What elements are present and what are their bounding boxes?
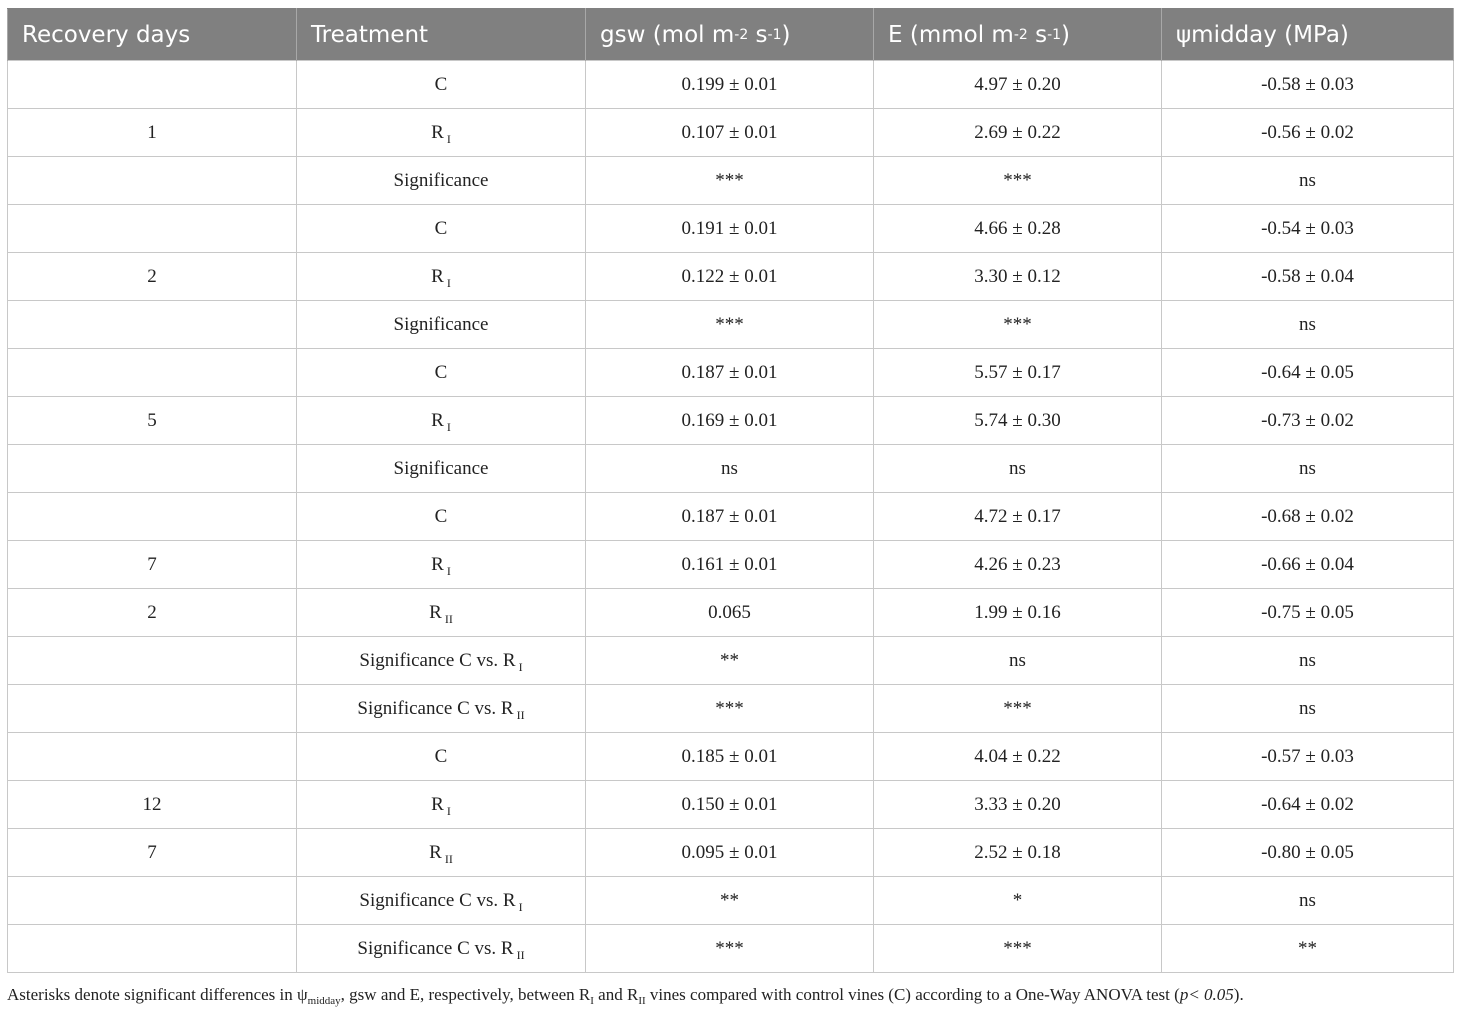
footnote-sub-ii: II xyxy=(638,995,646,1007)
cell-gsw: 0.161 ± 0.01 xyxy=(586,541,874,589)
treatment-label: Significance xyxy=(393,169,489,191)
cell-recovery-days: 7 xyxy=(8,541,297,589)
cell-e: *** xyxy=(874,301,1162,349)
table-row xyxy=(8,349,1454,397)
header-treatment xyxy=(297,9,586,61)
cell-psi-midday: ns xyxy=(1162,877,1454,925)
cell-e: ns xyxy=(874,637,1162,685)
cell-recovery-days xyxy=(8,925,297,973)
footnote-text-5: ). xyxy=(1233,985,1244,1004)
cell-psi-midday: -0.68 ± 0.02 xyxy=(1162,493,1454,541)
cell-gsw: 0.150 ± 0.01 xyxy=(586,781,874,829)
table-row xyxy=(8,541,1454,589)
cell-gsw: ns xyxy=(586,445,874,493)
treatment-label: C xyxy=(434,745,448,767)
cell-recovery-days: 1 xyxy=(8,109,297,157)
table-row xyxy=(8,205,1454,253)
header-psi-midday xyxy=(1162,9,1454,61)
header-e-sup2: -1 xyxy=(1047,26,1062,43)
cell-recovery-days xyxy=(8,61,297,109)
table-row xyxy=(8,829,1454,877)
cell-recovery-days: 2 xyxy=(8,589,297,637)
header-gsw-sup1: -2 xyxy=(734,26,749,43)
table-row xyxy=(8,445,1454,493)
cell-treatment xyxy=(297,493,586,541)
cell-gsw: ** xyxy=(586,877,874,925)
table-row xyxy=(8,925,1454,973)
cell-e: 3.33 ± 0.20 xyxy=(874,781,1162,829)
treatment-subscript: I xyxy=(446,419,451,434)
treatment-label: R xyxy=(431,793,444,815)
treatment-label: R xyxy=(431,553,444,575)
table-row xyxy=(8,877,1454,925)
cell-e: *** xyxy=(874,925,1162,973)
footnote-p-value: p< 0.05 xyxy=(1179,985,1234,1004)
treatment-subscript: II xyxy=(516,707,525,722)
cell-psi-midday: -0.73 ± 0.02 xyxy=(1162,397,1454,445)
cell-gsw: 0.185 ± 0.01 xyxy=(586,733,874,781)
table-footnote xyxy=(7,985,1453,1005)
cell-recovery-days xyxy=(8,877,297,925)
cell-gsw: 0.187 ± 0.01 xyxy=(586,349,874,397)
table-row xyxy=(8,109,1454,157)
header-gsw-end: ) xyxy=(781,21,791,48)
cell-psi-midday: ns xyxy=(1162,301,1454,349)
cell-psi-midday: ns xyxy=(1162,445,1454,493)
cell-gsw: *** xyxy=(586,925,874,973)
treatment-label: Significance C vs. R xyxy=(359,649,516,671)
header-psi-label: ψmidday (MPa) xyxy=(1176,21,1349,48)
treatment-label: C xyxy=(434,361,448,383)
table-header xyxy=(8,9,1454,61)
cell-psi-midday: -0.66 ± 0.04 xyxy=(1162,541,1454,589)
cell-gsw: 0.191 ± 0.01 xyxy=(586,205,874,253)
cell-recovery-days xyxy=(8,349,297,397)
cell-psi-midday: -0.64 ± 0.02 xyxy=(1162,781,1454,829)
cell-recovery-days xyxy=(8,685,297,733)
cell-e: *** xyxy=(874,685,1162,733)
cell-psi-midday: -0.64 ± 0.05 xyxy=(1162,349,1454,397)
cell-recovery-days xyxy=(8,301,297,349)
cell-treatment xyxy=(297,781,586,829)
cell-gsw: 0.095 ± 0.01 xyxy=(586,829,874,877)
cell-gsw: 0.199 ± 0.01 xyxy=(586,61,874,109)
treatment-label: Significance xyxy=(393,313,489,335)
cell-treatment xyxy=(297,397,586,445)
cell-gsw: ** xyxy=(586,637,874,685)
cell-gsw: 0.187 ± 0.01 xyxy=(586,493,874,541)
cell-e: ns xyxy=(874,445,1162,493)
cell-recovery-days xyxy=(8,157,297,205)
cell-treatment xyxy=(297,685,586,733)
treatment-label: Significance C vs. R xyxy=(357,697,514,719)
treatment-label: R xyxy=(429,601,442,623)
cell-psi-midday: -0.54 ± 0.03 xyxy=(1162,205,1454,253)
treatment-subscript: I xyxy=(446,131,451,146)
cell-recovery-days: 2 xyxy=(8,253,297,301)
treatment-label: R xyxy=(431,121,444,143)
cell-treatment xyxy=(297,541,586,589)
cell-gsw: *** xyxy=(586,301,874,349)
treatment-label: R xyxy=(431,265,444,287)
cell-treatment xyxy=(297,109,586,157)
cell-e: 5.57 ± 0.17 xyxy=(874,349,1162,397)
treatment-subscript: I xyxy=(446,803,451,818)
table-row xyxy=(8,733,1454,781)
footnote-text-2: , gsw and E, respectively, between R xyxy=(340,985,591,1004)
cell-gsw: 0.122 ± 0.01 xyxy=(586,253,874,301)
cell-treatment xyxy=(297,829,586,877)
table-row xyxy=(8,157,1454,205)
header-e-sup1: -2 xyxy=(1013,26,1028,43)
cell-treatment xyxy=(297,925,586,973)
table-row xyxy=(8,589,1454,637)
header-gsw xyxy=(586,9,874,61)
cell-recovery-days: 12 xyxy=(8,781,297,829)
cell-recovery-days xyxy=(8,637,297,685)
cell-treatment xyxy=(297,61,586,109)
table-row xyxy=(8,253,1454,301)
cell-treatment xyxy=(297,349,586,397)
cell-psi-midday: -0.56 ± 0.02 xyxy=(1162,109,1454,157)
cell-e: 4.66 ± 0.28 xyxy=(874,205,1162,253)
table-row xyxy=(8,397,1454,445)
treatment-subscript: II xyxy=(444,851,453,866)
cell-treatment xyxy=(297,637,586,685)
cell-psi-midday: -0.58 ± 0.04 xyxy=(1162,253,1454,301)
table-row xyxy=(8,493,1454,541)
header-recovery-days xyxy=(8,9,297,61)
treatment-label: R xyxy=(429,841,442,863)
cell-e: * xyxy=(874,877,1162,925)
cell-treatment xyxy=(297,877,586,925)
cell-recovery-days xyxy=(8,733,297,781)
cell-psi-midday: -0.80 ± 0.05 xyxy=(1162,829,1454,877)
cell-gsw: 0.107 ± 0.01 xyxy=(586,109,874,157)
cell-psi-midday: -0.75 ± 0.05 xyxy=(1162,589,1454,637)
cell-recovery-days xyxy=(8,205,297,253)
cell-treatment xyxy=(297,157,586,205)
cell-treatment xyxy=(297,301,586,349)
treatment-subscript: I xyxy=(446,275,451,290)
table-row xyxy=(8,637,1454,685)
cell-psi-midday: ** xyxy=(1162,925,1454,973)
treatment-subscript: II xyxy=(516,947,525,962)
table-row xyxy=(8,61,1454,109)
header-e-base: E (mmol m xyxy=(888,21,1014,48)
cell-recovery-days: 7 xyxy=(8,829,297,877)
header-e xyxy=(874,9,1162,61)
cell-psi-midday: ns xyxy=(1162,637,1454,685)
header-gsw-sup2: -1 xyxy=(767,26,782,43)
header-e-mid: s xyxy=(1027,21,1048,48)
treatment-label: Significance xyxy=(393,457,489,479)
treatment-subscript: II xyxy=(444,611,453,626)
cell-e: 2.69 ± 0.22 xyxy=(874,109,1162,157)
treatment-label: R xyxy=(431,409,444,431)
cell-gsw: 0.169 ± 0.01 xyxy=(586,397,874,445)
treatment-label: C xyxy=(434,505,448,527)
cell-treatment xyxy=(297,445,586,493)
treatment-subscript: I xyxy=(518,659,523,674)
cell-e: 4.26 ± 0.23 xyxy=(874,541,1162,589)
cell-e: 4.72 ± 0.17 xyxy=(874,493,1162,541)
cell-gsw: *** xyxy=(586,157,874,205)
footnote-sub-midday: midday xyxy=(307,995,341,1007)
treatment-label: Significance C vs. R xyxy=(359,889,516,911)
cell-e: 1.99 ± 0.16 xyxy=(874,589,1162,637)
table-row xyxy=(8,781,1454,829)
header-e-end: ) xyxy=(1061,21,1071,48)
table-body xyxy=(8,61,1454,973)
cell-psi-midday: ns xyxy=(1162,157,1454,205)
table-row xyxy=(8,685,1454,733)
cell-e: 3.30 ± 0.12 xyxy=(874,253,1162,301)
cell-treatment xyxy=(297,733,586,781)
table-row xyxy=(8,301,1454,349)
header-treatment-label: Treatment xyxy=(311,21,429,48)
cell-e: *** xyxy=(874,157,1162,205)
cell-e: 2.52 ± 0.18 xyxy=(874,829,1162,877)
table-container xyxy=(7,8,1453,973)
footnote-sub-i: I xyxy=(590,995,594,1007)
treatment-subscript: I xyxy=(518,899,523,914)
footnote-text-3: and R xyxy=(593,985,639,1004)
treatment-label: Significance C vs. R xyxy=(357,937,514,959)
footnote-text-1: Asterisks denote significant differences in ψ xyxy=(7,985,308,1004)
cell-psi-midday: -0.58 ± 0.03 xyxy=(1162,61,1454,109)
cell-gsw: 0.065 xyxy=(586,589,874,637)
treatment-subscript: I xyxy=(446,563,451,578)
header-recovery-days-label: Recovery days xyxy=(22,21,191,48)
footnote-text-4: vines compared with control vines (C) according to a One-Way ANOVA test ( xyxy=(645,985,1180,1004)
cell-treatment xyxy=(297,253,586,301)
treatment-label: C xyxy=(434,73,448,95)
cell-e: 4.97 ± 0.20 xyxy=(874,61,1162,109)
cell-recovery-days xyxy=(8,445,297,493)
header-gsw-mid: s xyxy=(748,21,768,48)
header-gsw-base: gsw (mol m xyxy=(600,21,735,48)
cell-gsw: *** xyxy=(586,685,874,733)
cell-e: 5.74 ± 0.30 xyxy=(874,397,1162,445)
cell-e: 4.04 ± 0.22 xyxy=(874,733,1162,781)
treatment-label: C xyxy=(434,217,448,239)
cell-treatment xyxy=(297,589,586,637)
cell-psi-midday: ns xyxy=(1162,685,1454,733)
cell-recovery-days: 5 xyxy=(8,397,297,445)
header-row xyxy=(8,9,1454,61)
data-table xyxy=(7,8,1454,973)
cell-psi-midday: -0.57 ± 0.03 xyxy=(1162,733,1454,781)
cell-recovery-days xyxy=(8,493,297,541)
cell-treatment xyxy=(297,205,586,253)
